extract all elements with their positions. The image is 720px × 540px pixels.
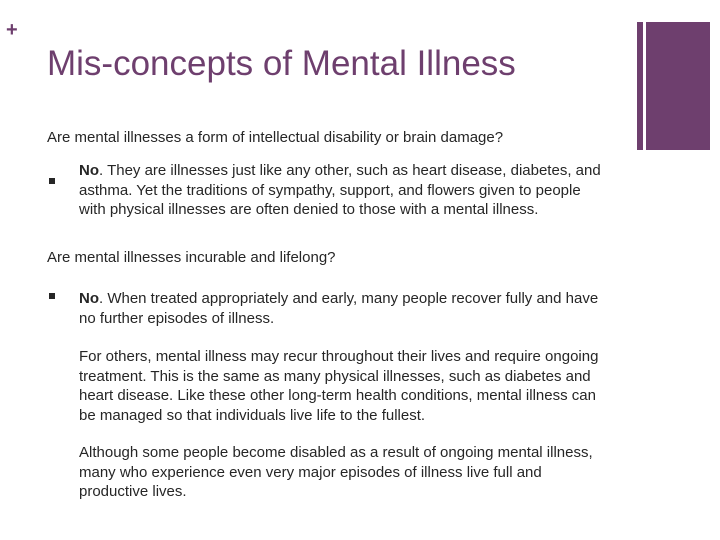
slide-title: Mis-concepts of Mental Illness xyxy=(47,44,516,83)
question-1: Are mental illnesses a form of intellectual disability or brain damage? xyxy=(47,129,504,146)
bullet-icon xyxy=(49,178,55,184)
answer-2-text: . When treated appropriately and early, many people recover fully and have no further episodes of illness. xyxy=(79,290,599,327)
answer-1 xyxy=(79,161,609,220)
answer-1-lead: No xyxy=(79,162,99,179)
answer-2 xyxy=(79,289,609,328)
answer-2-paragraph-3: Although some people become disabled as a result of ongoing mental illness, many who experience even very major episodes of illness live full and productive lives. xyxy=(79,444,593,500)
answer-2-lead: No xyxy=(79,290,99,307)
question-2: Are mental illnesses incurable and lifelong? xyxy=(47,249,336,266)
bullet-icon xyxy=(49,293,55,299)
accent-bar-thick xyxy=(646,22,710,150)
plus-marker: + xyxy=(6,19,18,41)
answer-2-paragraph-2: For others, mental illness may recur throughout their lives and require ongoing treatment. This is the same as many physical illnesses, such as diabetes and heart disease. Like these other long-term health conditions, mental illness can be managed so that individuals live life to the fullest. xyxy=(79,348,599,424)
answer-1-text: . They are illnesses just like any other, such as heart disease, diabetes, and asthma. Yet the traditions of sympathy, support, and flowers given to people with physical illnesses are often denied to those with a mental illness. xyxy=(79,162,601,218)
